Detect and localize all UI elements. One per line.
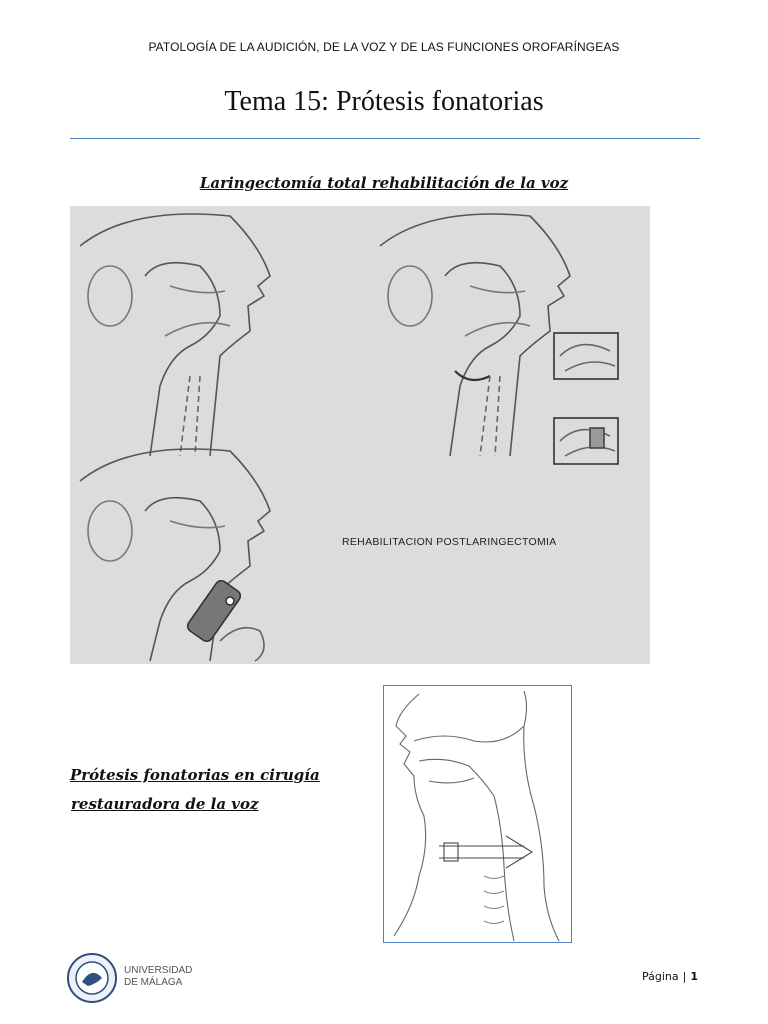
prosthesis-illustration <box>384 686 571 942</box>
laryngectomy-figure <box>70 206 650 664</box>
inset-detail-upper <box>554 333 618 379</box>
page-separator: | <box>682 970 687 983</box>
voice-prosthesis-figure <box>383 685 572 943</box>
figure-caption: REHABILITACION POSTLARINGECTOMIA <box>342 536 557 548</box>
logo-line-2: DE MÁLAGA <box>124 977 183 988</box>
section-heading-laryngectomy: Laringectomía total rehabilitación de la voz <box>199 174 569 192</box>
page-number: 1 <box>690 970 698 983</box>
page-title: Tema 15: Prótesis fonatorias <box>224 86 544 117</box>
page-footer <box>642 970 698 983</box>
anatomy-illustrations <box>70 206 650 664</box>
section-heading-prosthesis <box>70 766 320 813</box>
section-heading-line-2: restauradora de la voz <box>71 795 259 813</box>
head-profile-top-right <box>380 214 570 456</box>
head-profile-top-left <box>80 214 270 456</box>
course-header: PATOLOGÍA DE LA AUDICIÓN, DE LA VOZ Y DE LAS FUNCIONES OROFARÍNGEAS <box>148 40 620 54</box>
university-seal-icon <box>66 952 118 1004</box>
logo-line-1: UNIVERSIDAD <box>124 965 193 976</box>
page-label: Página <box>641 970 679 983</box>
university-logo <box>66 952 200 1004</box>
header-divider <box>70 138 700 139</box>
head-profile-bottom-left <box>80 449 270 661</box>
section-heading-line-1: Prótesis fonatorias en cirugía <box>70 766 320 784</box>
inset-detail-lower <box>554 418 618 464</box>
